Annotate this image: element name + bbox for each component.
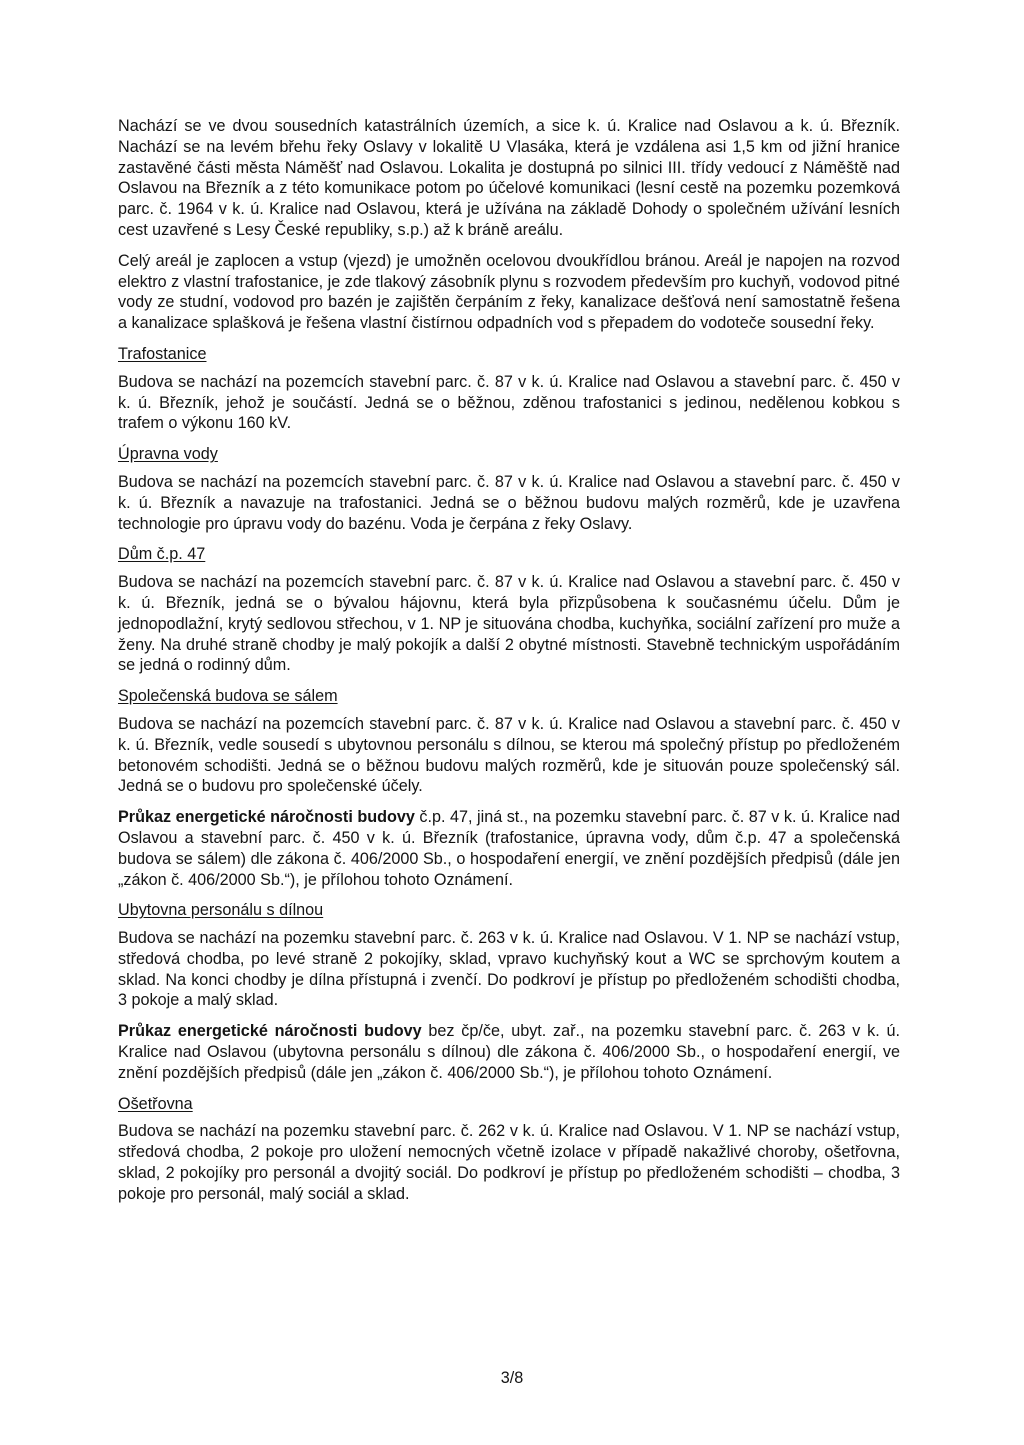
section-heading-ubytovna: Ubytovna personálu s dílnou	[118, 901, 324, 920]
page-number: 3/8	[500, 1369, 524, 1387]
energy-certificate-paragraph-1	[118, 807, 900, 890]
intro-paragraph-utilities: Celý areál je zaplocen a vstup (vjezd) je umožněn ocelovou dvoukřídlou bránou. Areál je napojen na rozvod elektro z vlastní trafostanice, je zde tlakový zásobník plynu s rozvodem především pro kuchyň, vodovod pitné vody ze studní, vodovod pro bazén je zajištěn čerpáním z řeky, kanalizace dešťová není samostatně řešena a kanalizace splašková je řešena vlastní čistírnou odpadních vod s přepadem do vodoteče sousední řeky.	[118, 251, 900, 333]
section-heading-upravna-vody: Úpravna vody	[118, 445, 218, 464]
energy-certificate-label-1: Průkaz energetické náročnosti budovy	[118, 808, 415, 827]
intro-paragraph-location: Nachází se ve dvou sousedních katastrálních územích, a sice k. ú. Kralice nad Oslavou a k. ú. Březník. Nachází se na levém břehu řeky Oslavy v lokalitě U Vlasáka, která je vzdálena asi 1,5 km od jižní hranice zastavěné části města Náměšť nad Oslavou. Lokalita je dostupná po silnici III. třídy vedoucí z Náměště nad Oslavou na Březník a z této komunikace potom po účelové komunikaci (lesní cestě na pozemku pozemková parc. č. 1964 v k. ú. Kralice nad Oslavou, která je užívána na základě Dohody o společném užívání lesních cest uzavřené s Lesy České republiky, s.p.) až k bráně areálu.	[118, 117, 900, 239]
energy-certificate-paragraph-2	[118, 1021, 900, 1083]
document-page	[118, 116, 900, 1215]
section-text-dum-cp-47: Budova se nachází na pozemcích stavební parc. č. 87 v k. ú. Kralice nad Oslavou a stavební parc. č. 450 v k. ú. Březník, jedná se o bývalou hájovnu, která byla přizpůsobena k současnému účelu. Dům je jednopodlažní, krytý sedlovou střechou, v 1. NP je situována chodba, kuchyňka, sociální zařízení pro muže a ženy. Na druhé straně chodby je malý pokojík a další 2 obytné místnosti. Stavebně technickým uspořádáním se jedná o rodinný dům.	[118, 573, 900, 675]
section-text-upravna-vody: Budova se nachází na pozemcích stavební parc. č. 87 v k. ú. Kralice nad Oslavou a stavební parc. č. 450 v k. ú. Březník a navazuje na trafostanici. Jedná se o běžnou budovu malých rozměrů, kde je uzavřena technologie pro úpravu vody do bazénu. Voda je čerpána z řeky Oslavy.	[118, 472, 900, 533]
section-heading-osetrovna: Ošetřovna	[118, 1094, 193, 1113]
section-text-ubytovna: Budova se nachází na pozemku stavební parc. č. 263 v k. ú. Kralice nad Oslavou. V 1. NP se nachází vstup, středová chodba, po levé straně 2 pokojíky, sklad, vpravo kuchyňský kout a WC se sprchovým koutem a sklad. Na konci chodby je dílna přístupná i zvenčí. Do podkroví je přístup po předloženém schodišti chodba, 3 pokoje a malý sklad.	[118, 929, 900, 1010]
section-heading-spolecenska-budova: Společenská budova se sálem	[118, 687, 338, 706]
section-text-spolecenska-budova: Budova se nachází na pozemcích stavební parc. č. 87 v k. ú. Kralice nad Oslavou a stavební parc. č. 450 v k. ú. Březník, vedle sousedí s ubytovnou personálu s dílnou, se kterou má společný přístup po předloženém betonovém schodišti. Jedná se o běžnou budovu malých rozměrů, kde je situován pouze společenský sál. Jedná se o budovu pro společenské účely.	[118, 714, 900, 796]
section-heading-trafostanice: Trafostanice	[118, 344, 207, 363]
energy-certificate-label-2: Průkaz energetické náročnosti budovy	[118, 1022, 422, 1041]
section-text-osetrovna: Budova se nachází na pozemku stavební parc. č. 262 v k. ú. Kralice nad Oslavou. V 1. NP se nachází vstup, středová chodba, 2 pokoje pro uložení nemocných včetně izolace v případě nakažlivé choroby, ošetřovna, sklad, 2 pokojíky pro personál a dvojitý sociál. Do podkroví je přístup po předloženém schodišti – chodba, 3 pokoje pro personál, malý sociál a sklad.	[118, 1122, 900, 1203]
energy-certificate-text-1: č.p. 47, jiná st., na pozemku stavební parc. č. 87 v k. ú. Kralice nad Oslavou a stavební parc. č. 450 v k. ú. Březník (trafostanice, úpravna vody, dům č.p. 47 a společenská budova se sálem) dle zákona č. 406/2000 Sb., o hospodaření energií, ve znění pozdějších předpisů (dále jen „zákon č. 406/2000 Sb.“), je přílohou tohoto Oznámení.	[118, 808, 900, 889]
section-heading-dum-cp-47: Dům č.p. 47	[118, 545, 206, 564]
section-text-trafostanice: Budova se nachází na pozemcích stavební parc. č. 87 v k. ú. Kralice nad Oslavou a stavební parc. č. 450 v k. ú. Březník, jehož je součástí. Jedná se o běžnou, zděnou trafostanici s jedinou, nedělenou kobkou s trafem o výkonu 160 kV.	[118, 372, 900, 433]
energy-certificate-text-2: bez čp/če, ubyt. zař., na pozemku stavební parc. č. 263 v k. ú. Kralice nad Oslavou (ubytovna personálu s dílnou) dle zákona č. 406/2000 Sb., o hospodaření energií, ve znění pozdějších předpisů (dále jen „zákon č. 406/2000 Sb.“), je přílohou tohoto Oznámení.	[118, 1022, 900, 1082]
